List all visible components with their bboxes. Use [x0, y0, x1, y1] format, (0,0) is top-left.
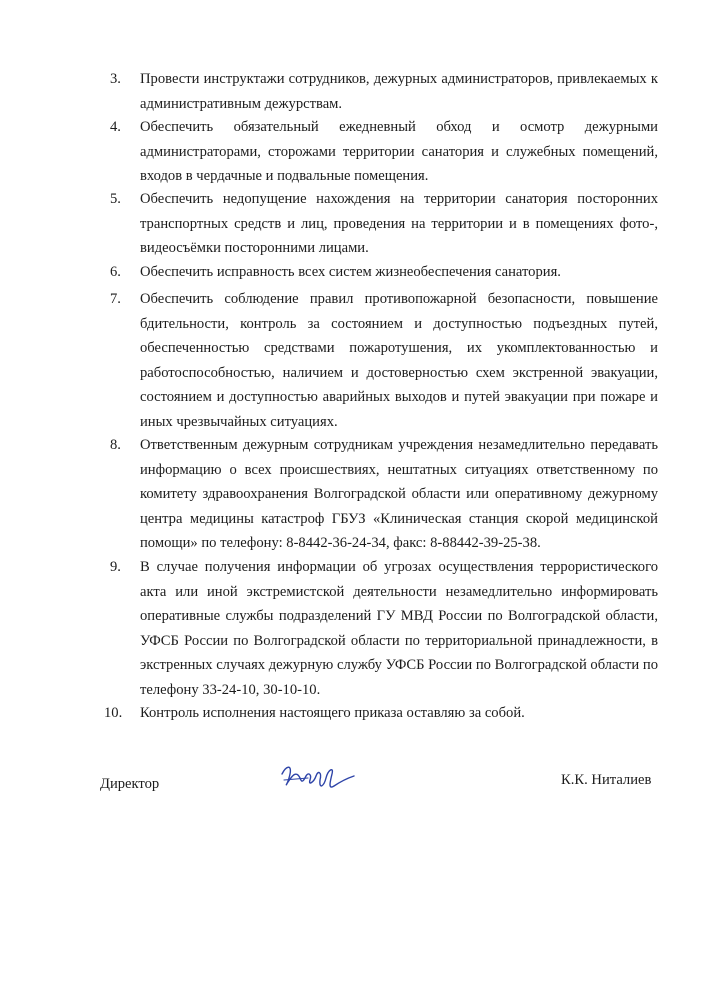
list-item-9	[110, 555, 658, 702]
director-title: Директор	[100, 776, 160, 792]
item-number: 8.	[110, 437, 121, 453]
item-number: 4.	[110, 119, 121, 135]
list-item-4	[110, 115, 658, 189]
item-text: В случае получения информации об угрозах осуществления террористического акта или иной экстремистской деятельности незамедлительно информировать оперативные службы подразделений ГУ МВД России по Волгоградской области, УФСБ России по Волгоградской области по территориальной принадлежности, в экстренных случаях дежурную службу УФСБ России по Волгоградской области по телефону 33-24-10, 30-10-10.	[140, 559, 658, 698]
item-number: 5.	[110, 191, 121, 207]
item-text: Провести инструктажи сотрудников, дежурных администраторов, привлекаемых к административным дежурствам.	[140, 71, 658, 112]
item-text: Ответственным дежурным сотрудникам учреждения незамедлительно передавать информацию о всех происшествиях, нештатных ситуациях ответственному по комитету здравоохранения Волгоградской области или оперативному дежурному центра медицины катастроф ГБУЗ «Клиническая станция скорой медицинской помощи» по телефону: 8-8442-36-24-34, факс: 8-88442-39-25-38.	[140, 437, 658, 551]
list-item-3	[110, 67, 658, 116]
director-name: К.К. Ниталиев	[561, 772, 652, 788]
item-number: 6.	[110, 264, 121, 280]
list-item-7	[110, 287, 658, 434]
item-number: 9.	[110, 559, 121, 575]
list-item-6	[110, 260, 658, 285]
item-text: Обеспечить соблюдение правил противопожарной безопасности, повышение бдительности, контроль за состоянием и доступностью подъездных путей, обеспеченностью средствами пожаротушения, их укомплектованностью и работоспособностью, наличием и достоверностью схем экстренной эвакуации, состоянием и доступностью аварийных выходов и путей эвакуации при пожаре и иных чрезвычайных ситуациях.	[140, 291, 658, 430]
signature-image	[278, 760, 358, 796]
item-text: Контроль исполнения настоящего приказа оставляю за собой.	[140, 705, 525, 721]
list-item-5	[110, 187, 658, 261]
item-text: Обеспечить обязательный ежедневный обход и осмотр дежурными администраторами, сторожами территории санатория и служебных помещений, входов в чердачные и подвальные помещения.	[140, 119, 658, 184]
item-number: 10.	[104, 705, 123, 721]
item-text: Обеспечить исправность всех систем жизнеобеспечения санатория.	[140, 264, 561, 280]
item-number: 3.	[110, 71, 121, 87]
list-item-8	[110, 433, 658, 556]
item-number: 7.	[110, 291, 121, 307]
item-text: Обеспечить недопущение нахождения на территории санатория посторонних транспортных средств и лиц, проведения на территории и в помещениях фото-, видеосъёмки посторонними лицами.	[140, 191, 658, 256]
list-item-10	[104, 701, 658, 726]
